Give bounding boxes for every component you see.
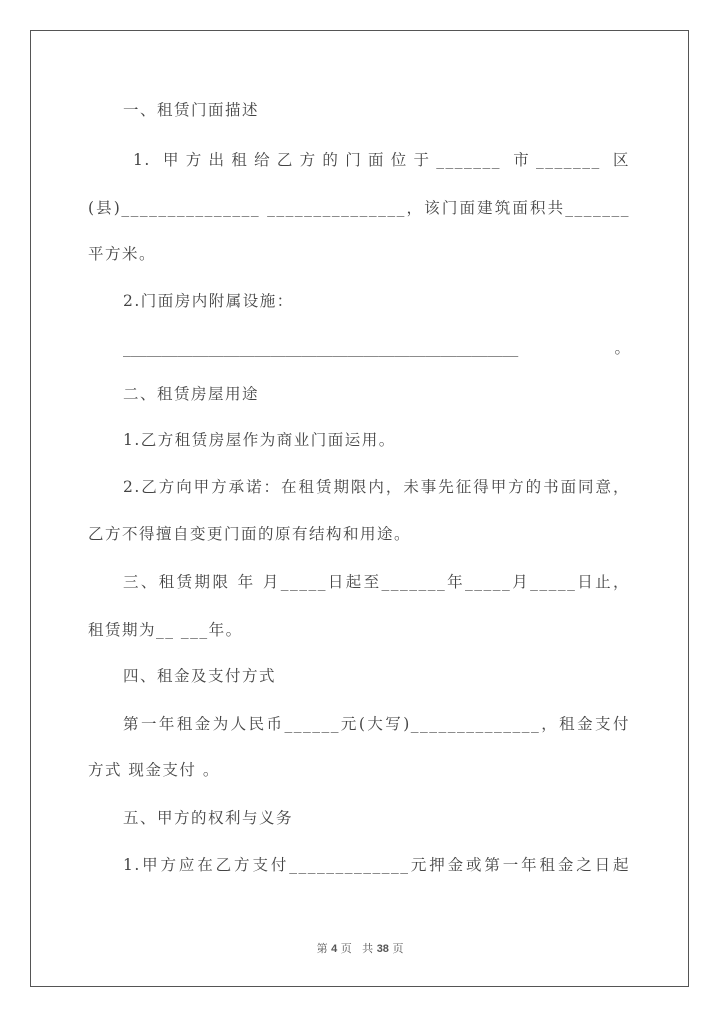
paragraph-line: 平方米。: [88, 245, 157, 263]
paragraph-line: (县)_______________ _______________，该门面建筑面积共_______: [88, 199, 630, 217]
section-heading-5: 五、甲方的权利与义务: [123, 809, 294, 827]
page-border: [30, 30, 689, 987]
page-footer: [0, 940, 720, 956]
paragraph-line: 1. 甲方出租给乙方的门面位于_______ 市_______ 区: [133, 151, 630, 169]
footer-prefix: 第: [316, 942, 328, 955]
paragraph-line: 1.甲方应在乙方支付_____________元押金或第一年租金之日起: [123, 856, 630, 874]
section-heading-4: 四、租金及支付方式: [123, 667, 277, 685]
paragraph-line: 租赁期为__ ___年。: [88, 621, 243, 639]
current-page-number: 4: [331, 943, 338, 955]
total-page-count: 38: [376, 943, 389, 955]
paragraph-line: 方式 现金支付 。: [88, 761, 220, 779]
footer-middle: 页 共: [340, 942, 374, 955]
section-heading-3: 三、租赁期限 年 月_____日起至_______年_____月_____日止，: [123, 573, 630, 591]
section-heading-2: 二、租赁房屋用途: [123, 385, 260, 403]
paragraph-line: 乙方不得擅自变更门面的原有结构和用途。: [88, 525, 412, 543]
footer-suffix: 页: [392, 942, 404, 955]
paragraph-line: 第一年租金为人民币______元(大写)______________，租金支付: [123, 715, 630, 733]
paragraph-line: 1.乙方租赁房屋作为商业门面运用。: [123, 431, 396, 449]
paragraph-line: 2.乙方向甲方承诺：在租赁期限内，未事先征得甲方的书面同意，: [123, 478, 630, 496]
paragraph-line: 2.门面房内附属设施：: [123, 292, 294, 310]
section-heading-1: 一、租赁门面描述: [123, 101, 260, 119]
blank-line: ___________________________________________________。: [123, 339, 630, 357]
